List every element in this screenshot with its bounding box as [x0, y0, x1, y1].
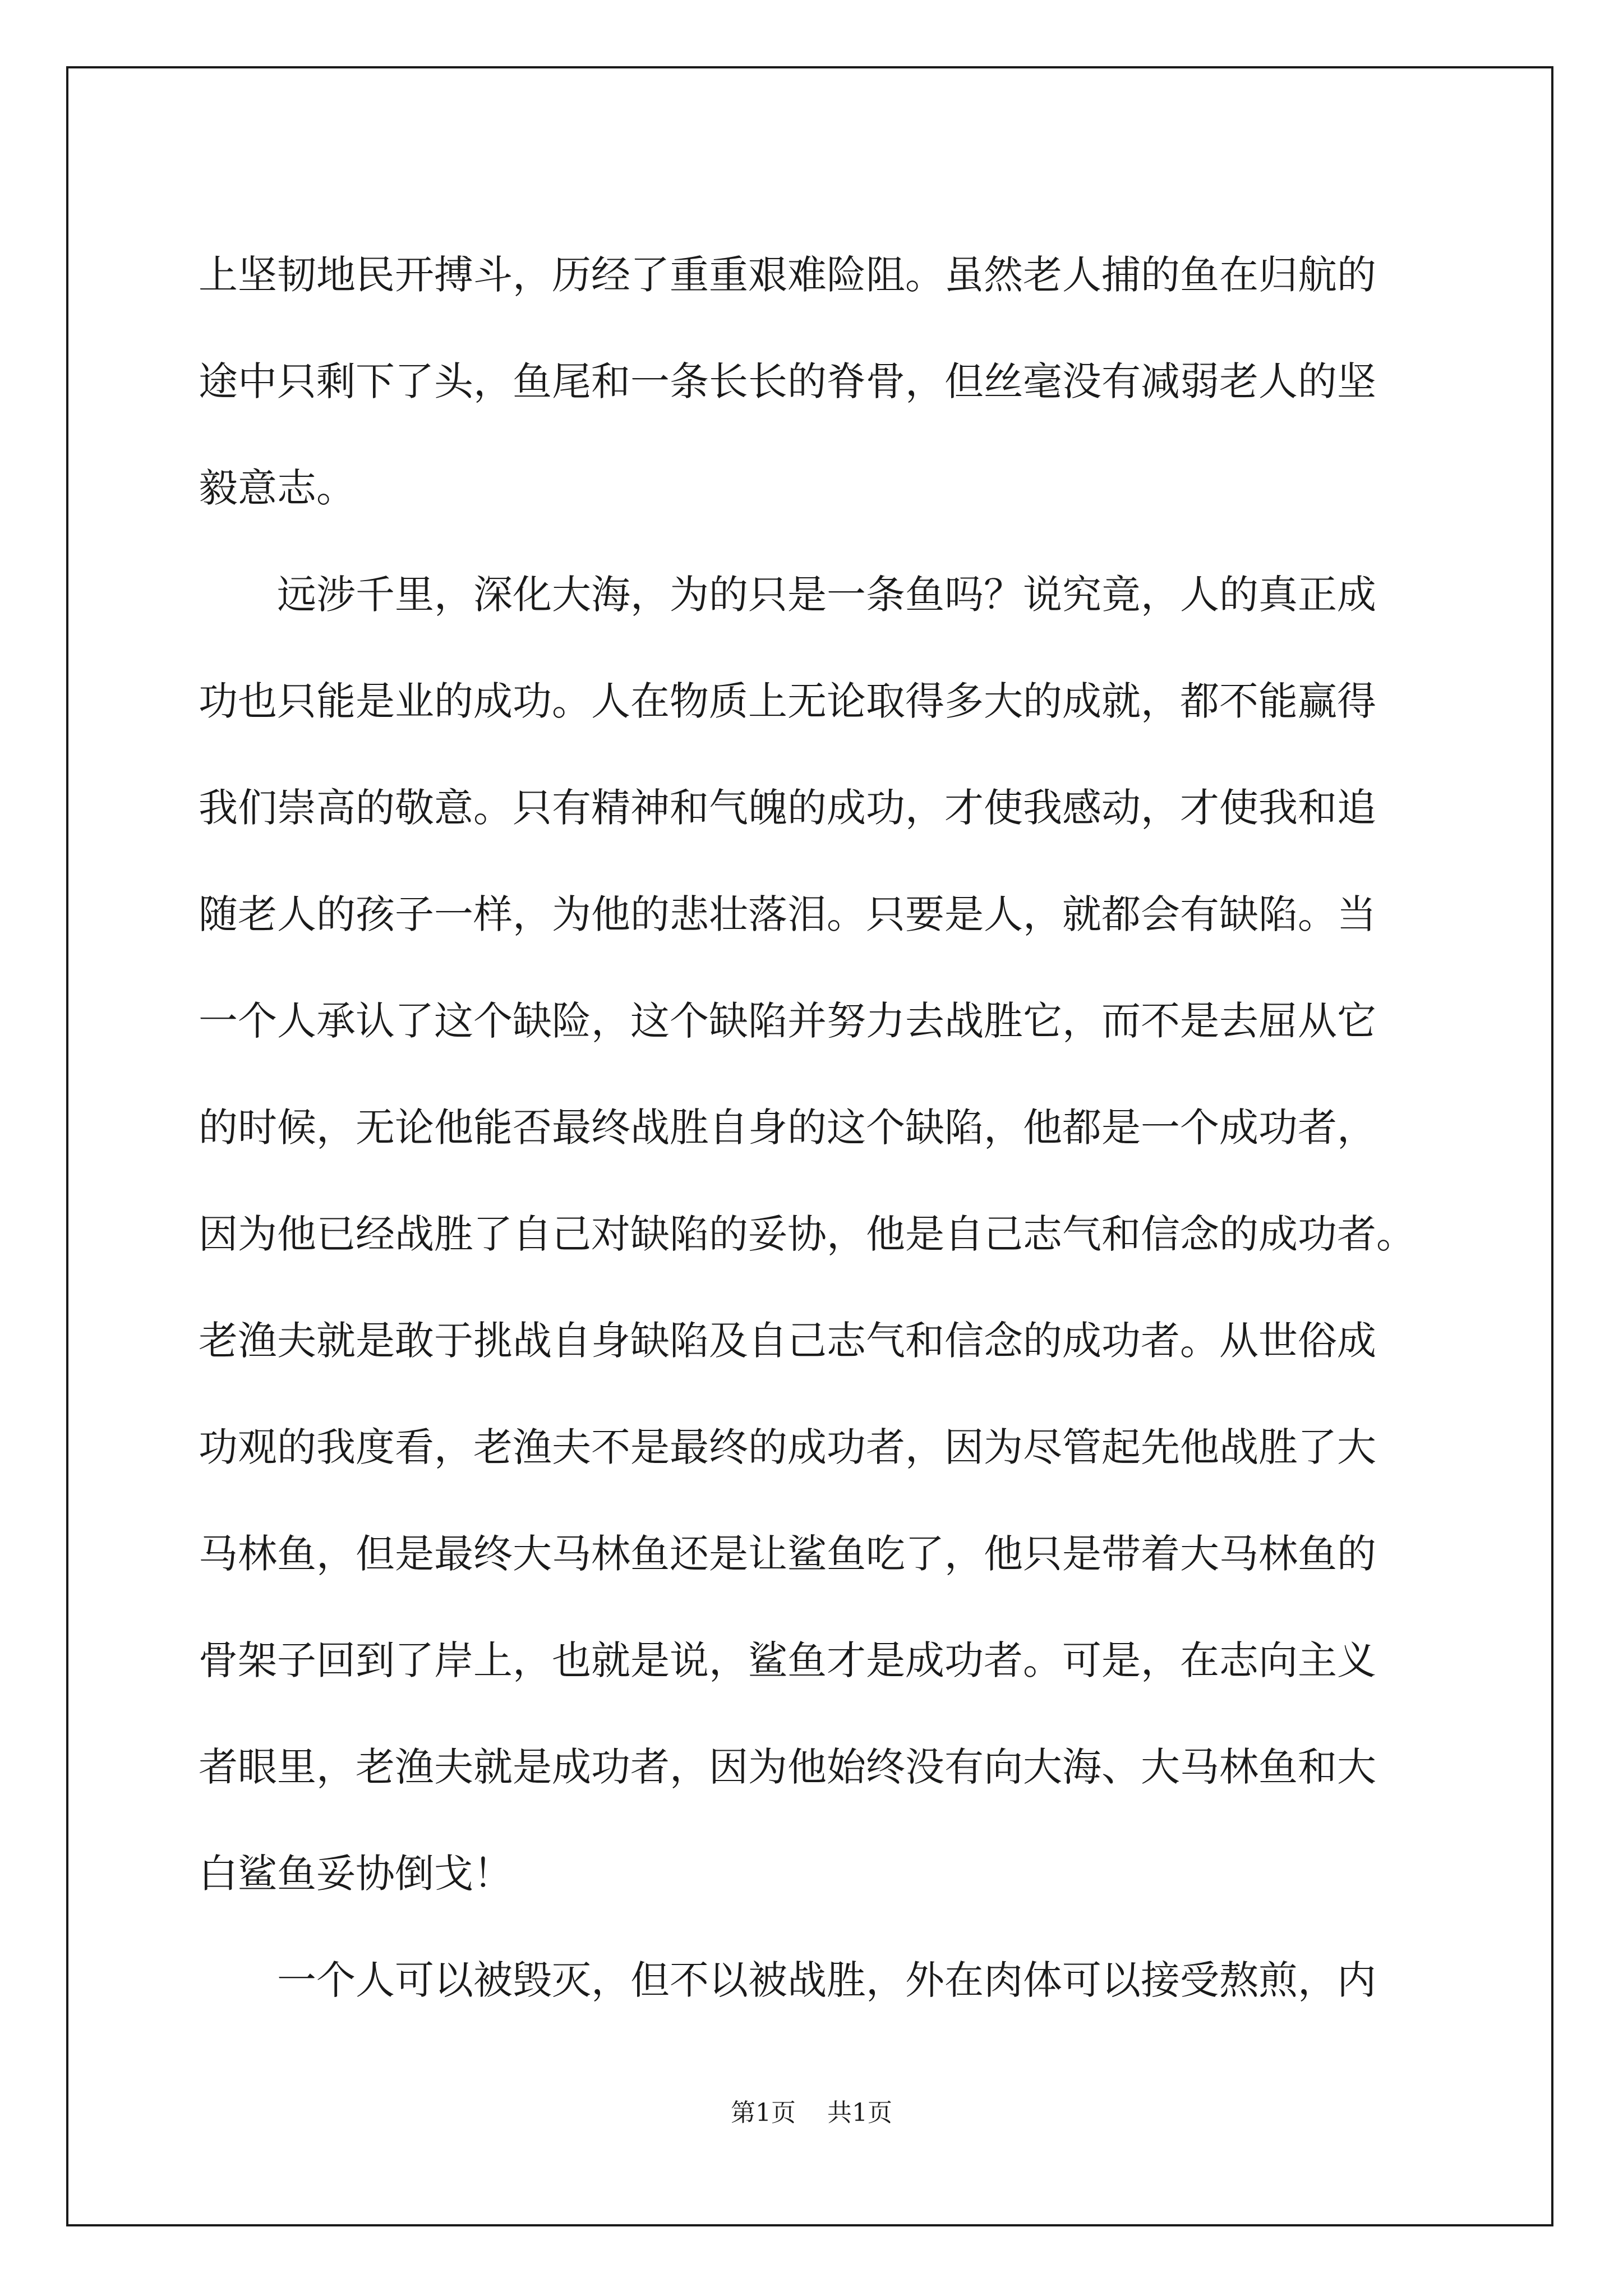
text-line: 白鲨鱼妥协倒戈！ [199, 1851, 513, 1897]
text-line: 的时候，无论他能否最终战胜自身的这个缺陷，他都是一个成功者， [199, 1105, 1376, 1151]
text-line: 因为他已经战胜了自己对缺陷的妥协，他是自己志气和信念的成功者。 [199, 1211, 1415, 1257]
page-number: 第1页 [731, 2099, 796, 2127]
text-line: 骨架子回到了岸上，也就是说，鲨鱼才是成功者。可是，在志向主义 [199, 1637, 1376, 1683]
text-line: 远涉千里，深化大海，为的只是一条鱼吗？说究竟，人的真正成 [277, 572, 1376, 618]
text-line: 马林鱼，但是最终大马林鱼还是让鲨鱼吃了，他只是带着大马林鱼的 [199, 1531, 1376, 1577]
text-line: 者眼里，老渔夫就是成功者，因为他始终没有向大海、大马林鱼和大 [199, 1744, 1376, 1790]
page-total: 共1页 [827, 2099, 892, 2127]
text-line: 途中只剩下了头，鱼尾和一条长长的脊骨，但丝毫没有减弱老人的坚 [199, 358, 1376, 404]
text-line: 功观的我度看，老渔夫不是最终的成功者，因为尽管起先他战胜了大 [199, 1424, 1376, 1470]
page-footer [0, 2092, 1623, 2128]
text-line: 上坚韧地民开搏斗，历经了重重艰难险阻。虽然老人捕的鱼在归航的 [199, 252, 1376, 298]
text-line: 一个人可以被毁灭，但不以被战胜，外在肉体可以接受熬煎，内 [277, 1957, 1376, 2003]
document-body [199, 222, 1449, 2033]
text-line: 随老人的孩子一样，为他的悲壮落泪。只要是人，就都会有缺陷。当 [199, 891, 1376, 937]
text-line: 一个人承认了这个缺险，这个缺陷并努力去战胜它，而不是去屈从它 [199, 998, 1376, 1044]
text-line: 功也只能是业的成功。人在物质上无论取得多大的成就，都不能赢得 [199, 678, 1376, 724]
text-line: 毅意志。 [199, 465, 356, 511]
text-line: 我们崇高的敬意。只有精神和气魄的成功，才使我感动，才使我和追 [199, 785, 1376, 831]
text-line: 老渔夫就是敢于挑战自身缺陷及自己志气和信念的成功者。从世俗成 [199, 1318, 1376, 1364]
